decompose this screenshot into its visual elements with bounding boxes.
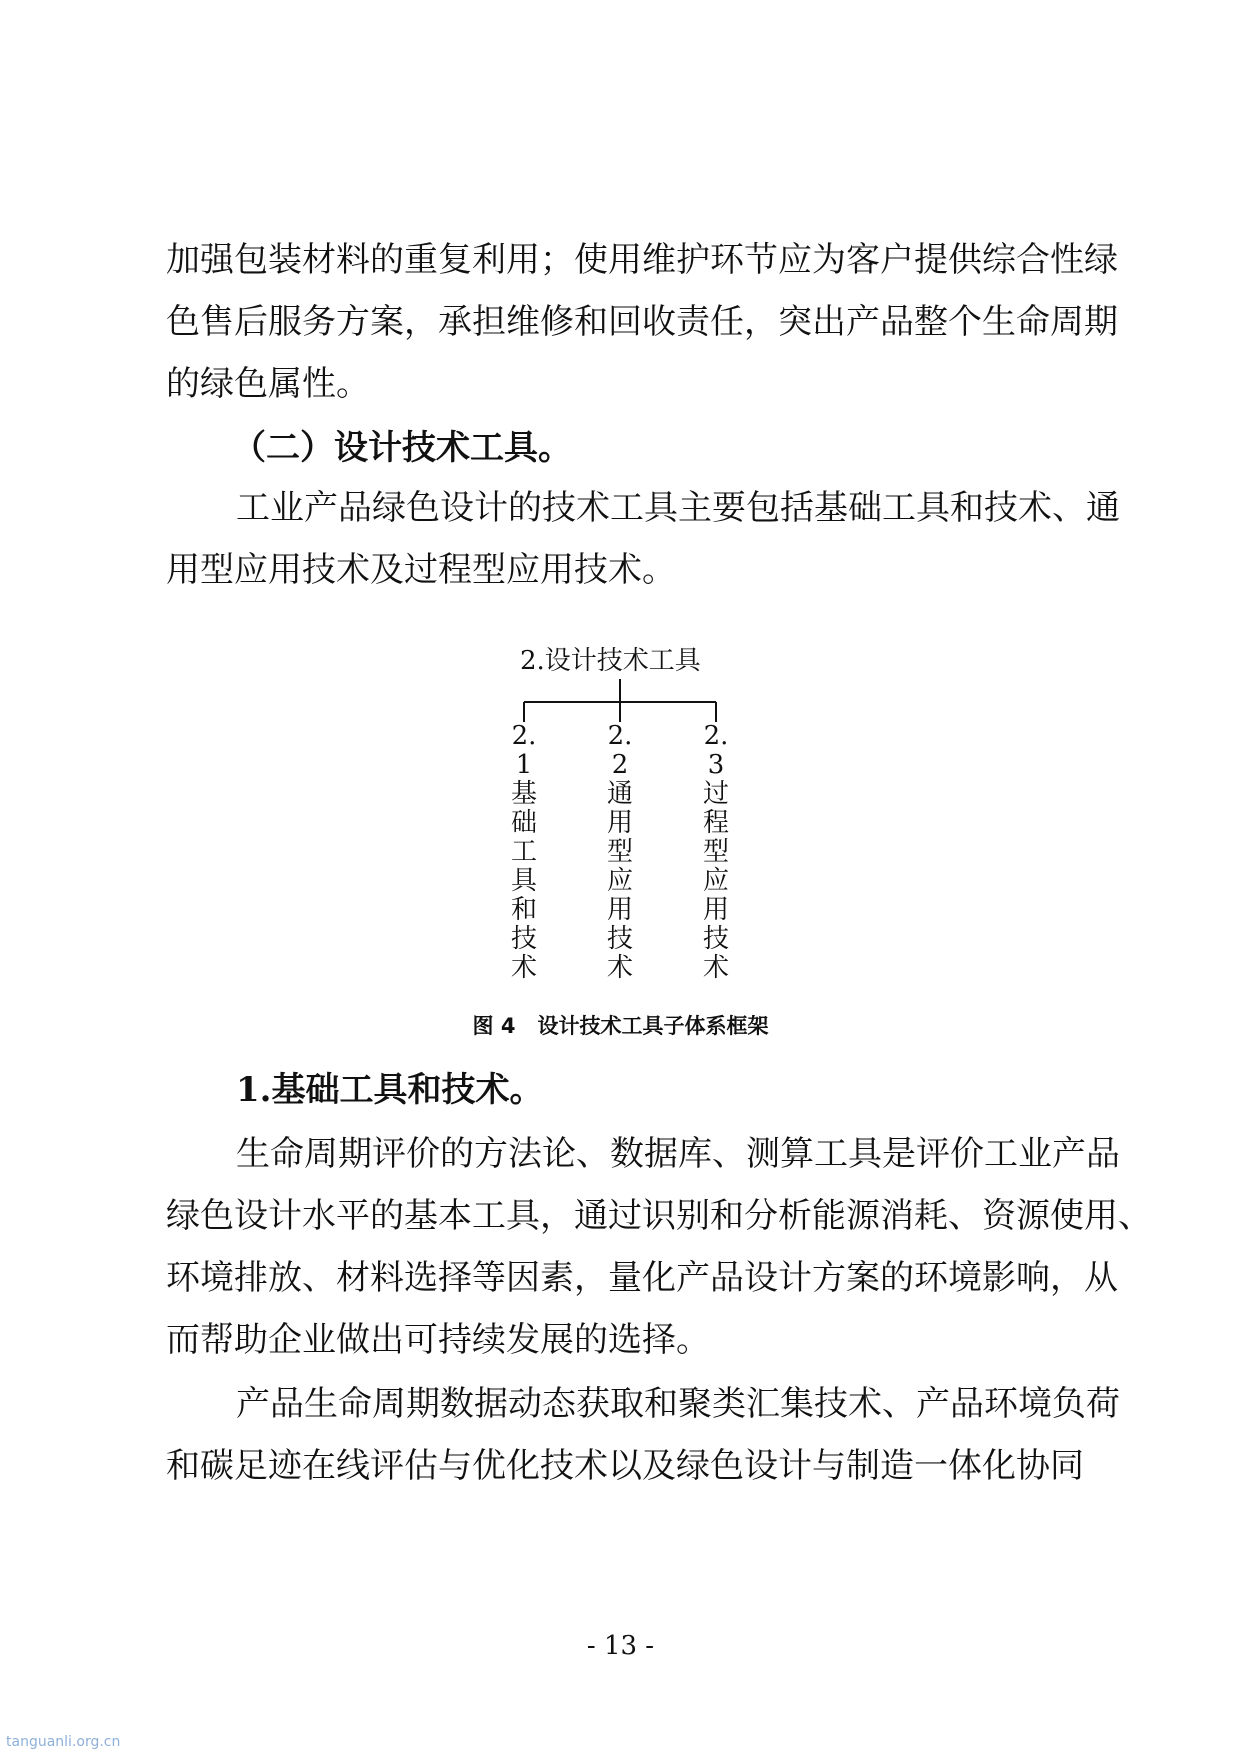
watermark: tanguanli.org.cn (6, 1734, 121, 1750)
paragraph-line: 和碳足迹在线评估与优化技术以及绿色设计与制造一体化协同 (166, 1446, 1084, 1486)
diagram-child-node: 2.3过程型应用技术 (702, 721, 729, 983)
subsection-heading: 1.基础工具和技术。 (236, 1070, 544, 1110)
paragraph-line: 的绿色属性。 (166, 364, 370, 404)
paragraph-line: 而帮助企业做出可持续发展的选择。 (166, 1320, 710, 1360)
diagram-child-node: 2.2通用型应用技术 (606, 721, 633, 983)
figure-label: 图 4 (472, 1014, 516, 1038)
paragraph-line: 工业产品绿色设计的技术工具主要包括基础工具和技术、通 (236, 488, 1120, 528)
paragraph-line: 生命周期评价的方法论、数据库、测算工具是评价工业产品 (236, 1134, 1120, 1174)
paragraph-line: 用型应用技术及过程型应用技术。 (166, 550, 676, 590)
figure-title: 设计技术工具子体系框架 (537, 1014, 769, 1038)
page-number: - 13 - (586, 1631, 655, 1661)
paragraph-line: 绿色设计水平的基本工具，通过识别和分析能源消耗、资源使用、 (166, 1196, 1152, 1236)
paragraph-line: 环境排放、材料选择等因素，量化产品设计方案的环境影响，从 (166, 1258, 1118, 1298)
diagram-child-node: 2.1基础工具和技术 (510, 721, 537, 983)
section-heading: （二）设计技术工具。 (232, 428, 572, 468)
paragraph-line: 色售后服务方案，承担维修和回收责任，突出产品整个生命周期 (166, 302, 1118, 342)
diagram-root-node: 2.设计技术工具 (520, 646, 701, 676)
figure-caption (0, 1012, 1241, 1040)
paragraph-line: 加强包装材料的重复利用；使用维护环节应为客户提供综合性绿 (166, 240, 1118, 280)
paragraph-line: 产品生命周期数据动态获取和聚类汇集技术、产品环境负荷 (236, 1384, 1120, 1424)
